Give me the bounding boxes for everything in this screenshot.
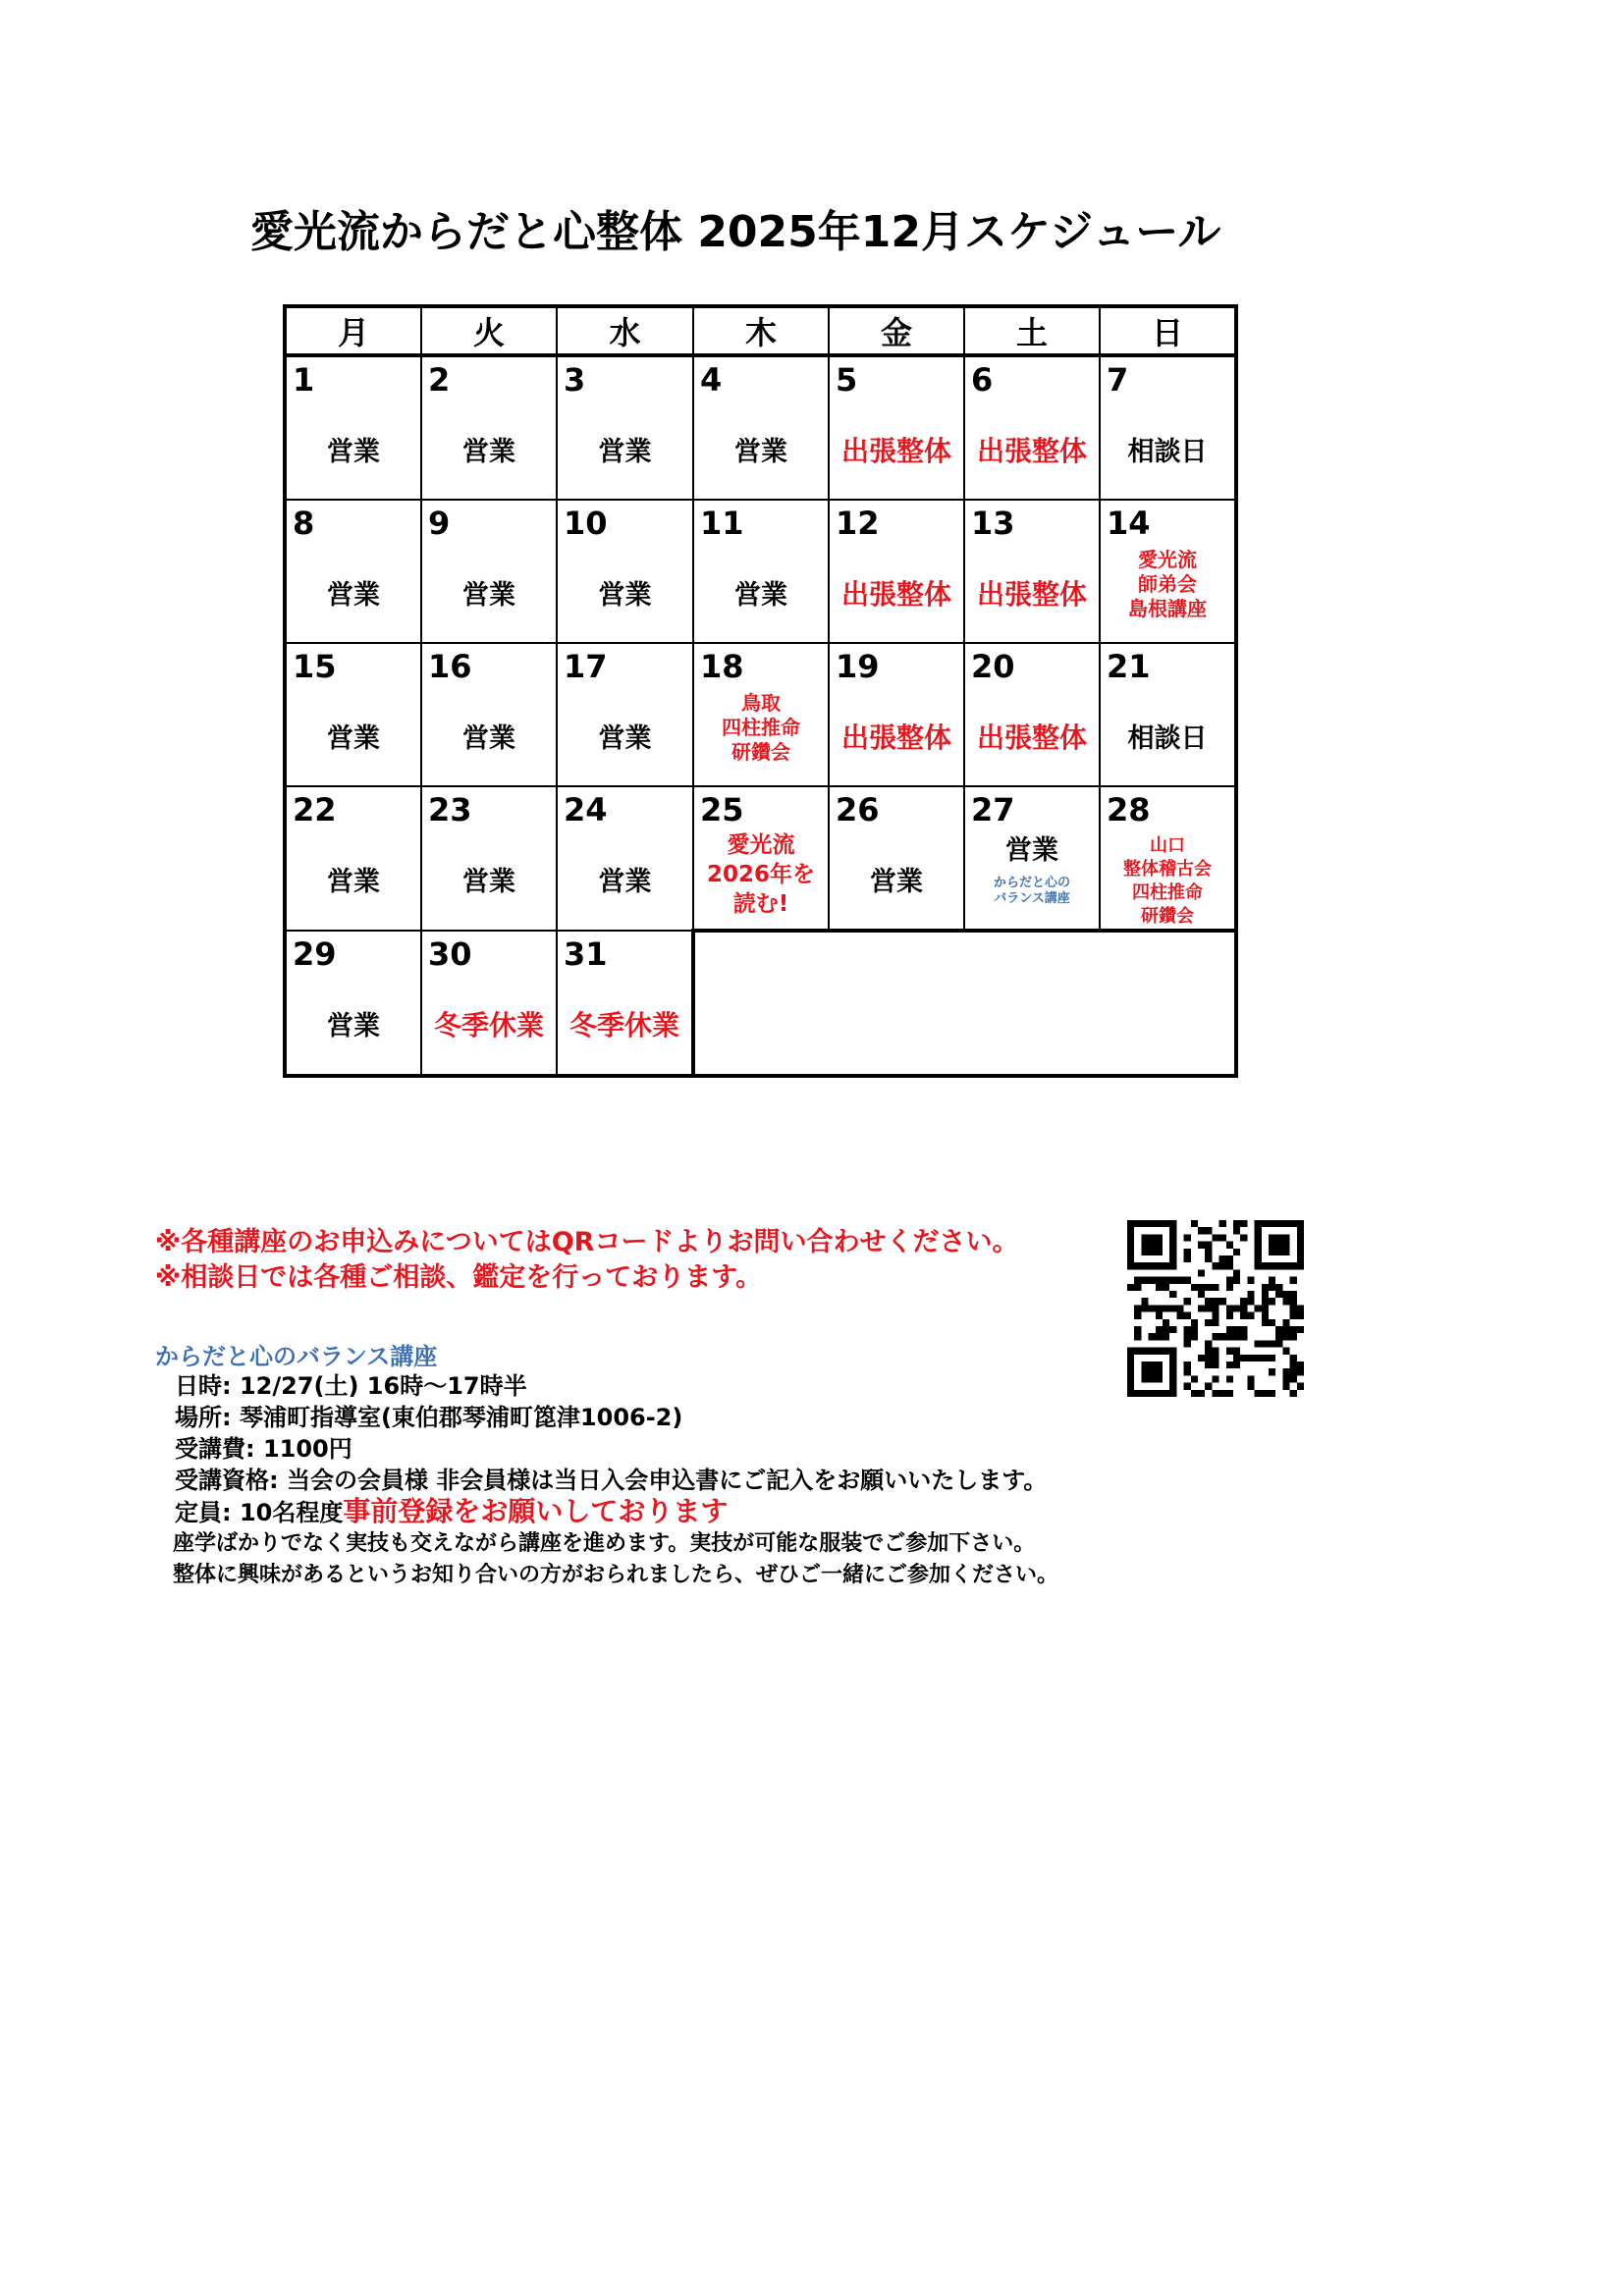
day-sub-event	[965, 876, 1099, 907]
day-event: 営業	[327, 1011, 380, 1041]
day-event: 営業	[327, 580, 380, 611]
day-event: 営業	[870, 867, 923, 897]
event-line: 鳥取	[741, 691, 781, 715]
day-event	[1101, 548, 1234, 621]
weekday-sun: 日	[1100, 306, 1236, 355]
weekday-tue: 火	[421, 306, 557, 355]
day-event: 営業	[462, 437, 515, 467]
day-cell	[964, 500, 1100, 643]
day-number: 2	[428, 361, 451, 399]
day-event: 出張整体	[840, 435, 951, 467]
week-row	[285, 786, 1236, 931]
day-cell	[964, 355, 1100, 500]
day-number: 6	[971, 361, 994, 399]
day-cell	[964, 643, 1100, 786]
day-number: 20	[971, 648, 1015, 685]
day-cell	[421, 931, 557, 1076]
day-number: 27	[971, 791, 1015, 828]
day-number: 26	[836, 791, 880, 828]
day-event: 営業	[598, 580, 652, 611]
day-number: 24	[564, 791, 608, 828]
day-cell	[693, 355, 829, 500]
day-number: 5	[836, 361, 858, 399]
day-number: 22	[293, 791, 337, 828]
calendar	[283, 304, 1238, 1078]
day-number: 31	[564, 935, 608, 973]
day-cell	[285, 786, 421, 931]
day-event: 営業	[327, 867, 380, 897]
event-line: 四柱推命	[1132, 882, 1203, 903]
day-event: 営業	[598, 437, 652, 467]
day-cell	[421, 500, 557, 643]
day-number: 7	[1107, 361, 1129, 399]
note-line: ※各種講座のお申込みについてはQRコードよりお問い合わせください。	[155, 1227, 1019, 1257]
day-event: 出張整体	[840, 721, 951, 754]
day-cell	[557, 500, 693, 643]
course-description: 座学ばかりでなく実技も交えながら講座を進めます。実技が可能な服装でご参加下さい。	[173, 1531, 1036, 1556]
day-cell	[693, 643, 829, 786]
weekday-mon: 月	[285, 306, 421, 355]
day-event: 出張整体	[976, 435, 1087, 467]
day-event: 営業	[462, 867, 515, 897]
day-number: 21	[1107, 648, 1151, 685]
day-event: 営業	[1005, 835, 1058, 866]
day-cell	[285, 500, 421, 643]
day-event	[694, 691, 828, 765]
event-line: 2026年を	[706, 862, 815, 887]
event-line: 愛光流	[727, 832, 795, 858]
event-line: 島根講座	[1128, 597, 1207, 620]
event-line: 山口	[1150, 835, 1185, 856]
day-number: 30	[428, 935, 472, 973]
day-number: 23	[428, 791, 472, 828]
day-cell	[557, 643, 693, 786]
note-line: ※相談日では各種ご相談、鑑定を行っております。	[155, 1262, 763, 1293]
weekday-header-row	[285, 306, 1236, 355]
day-cell	[1100, 355, 1236, 500]
day-number: 3	[564, 361, 586, 399]
day-event: 冬季休業	[568, 1009, 679, 1041]
day-number: 14	[1107, 505, 1151, 542]
empty-cell	[693, 931, 829, 1076]
day-cell	[1100, 500, 1236, 643]
day-number: 1	[293, 361, 315, 399]
course-details	[175, 1370, 1058, 1591]
day-number: 11	[700, 505, 744, 542]
day-event: 営業	[598, 723, 652, 754]
event-line: 研鑽会	[1141, 906, 1194, 927]
day-cell	[1100, 643, 1236, 786]
day-number: 10	[564, 505, 608, 542]
weekday-thu: 木	[693, 306, 829, 355]
course-capacity	[175, 1496, 1058, 1528]
course-fee: 受講費: 1100円	[175, 1435, 352, 1463]
day-event: 営業	[462, 723, 515, 754]
course-qualification: 受講資格: 当会の会員様 非会員様は当日入会申込書にご記入をお願いいたします。	[175, 1467, 1048, 1494]
week-row	[285, 355, 1236, 500]
day-event: 相談日	[1127, 437, 1208, 467]
event-line: 読む!	[732, 891, 789, 917]
page-title: 愛光流からだと心整体 2025年12月スケジュール	[250, 207, 1221, 257]
day-number: 8	[293, 505, 315, 542]
day-event: 出張整体	[976, 578, 1087, 611]
day-event: 出張整体	[976, 721, 1087, 754]
qr-code-icon[interactable]	[1127, 1220, 1304, 1397]
day-cell	[693, 786, 829, 931]
day-event: 冬季休業	[433, 1009, 544, 1041]
preregistration-note: 事前登録をお願いしております	[343, 1495, 729, 1527]
day-cell	[1100, 786, 1236, 931]
day-number: 19	[836, 648, 880, 685]
day-number: 25	[700, 791, 744, 828]
sub-event-line: からだと心の	[993, 876, 1070, 890]
day-number: 18	[700, 648, 744, 685]
day-number: 15	[293, 648, 337, 685]
day-cell	[964, 786, 1100, 931]
week-row	[285, 931, 1236, 1076]
day-cell	[829, 643, 964, 786]
day-number: 17	[564, 648, 608, 685]
day-event: 営業	[598, 867, 652, 897]
day-cell	[557, 786, 693, 931]
capacity-text: 定員: 10名程度	[175, 1499, 344, 1526]
event-line: 整体稽古会	[1123, 859, 1212, 880]
course-invitation: 整体に興味があるというお知り合いの方がおられましたら、ぜひご一緒にご参加ください。	[173, 1563, 1059, 1587]
day-event: 出張整体	[840, 578, 951, 611]
day-cell	[829, 786, 964, 931]
day-event: 営業	[327, 723, 380, 754]
day-number: 29	[293, 935, 337, 973]
course-place: 場所: 琴浦町指導室(東伯郡琴浦町箆津1006-2)	[175, 1404, 683, 1431]
empty-cell	[964, 931, 1100, 1076]
day-cell	[285, 355, 421, 500]
day-cell	[829, 355, 964, 500]
day-number: 16	[428, 648, 472, 685]
event-line: 師弟会	[1138, 572, 1197, 596]
day-number: 13	[971, 505, 1015, 542]
day-number: 12	[836, 505, 880, 542]
weekday-sat: 土	[964, 306, 1100, 355]
day-cell	[285, 643, 421, 786]
notes	[155, 1225, 1018, 1296]
day-event: 営業	[734, 580, 787, 611]
empty-cell	[1100, 931, 1236, 1076]
day-cell	[421, 355, 557, 500]
event-line: 研鑽会	[731, 740, 790, 764]
empty-cell	[829, 931, 964, 1076]
week-row	[285, 643, 1236, 786]
day-cell	[421, 786, 557, 931]
day-number: 28	[1107, 791, 1151, 828]
day-cell	[557, 931, 693, 1076]
day-event	[1101, 834, 1234, 929]
event-line: 愛光流	[1138, 548, 1197, 571]
day-event	[694, 830, 828, 919]
day-cell	[693, 500, 829, 643]
course-title: からだと心のバランス講座	[155, 1343, 438, 1370]
weekday-wed: 水	[557, 306, 693, 355]
day-cell	[285, 931, 421, 1076]
sub-event-line: バランス講座	[994, 891, 1070, 906]
day-event: 営業	[734, 437, 787, 467]
day-cell	[421, 643, 557, 786]
week-row	[285, 500, 1236, 643]
day-event: 相談日	[1127, 723, 1208, 754]
course-date: 日時: 12/27(土) 16時～17時半	[175, 1372, 527, 1400]
day-cell	[829, 500, 964, 643]
day-event: 営業	[462, 580, 515, 611]
day-event: 営業	[327, 437, 380, 467]
event-line: 四柱推命	[722, 716, 800, 739]
day-number: 9	[428, 505, 451, 542]
day-number: 4	[700, 361, 723, 399]
weekday-fri: 金	[829, 306, 964, 355]
day-cell	[557, 355, 693, 500]
